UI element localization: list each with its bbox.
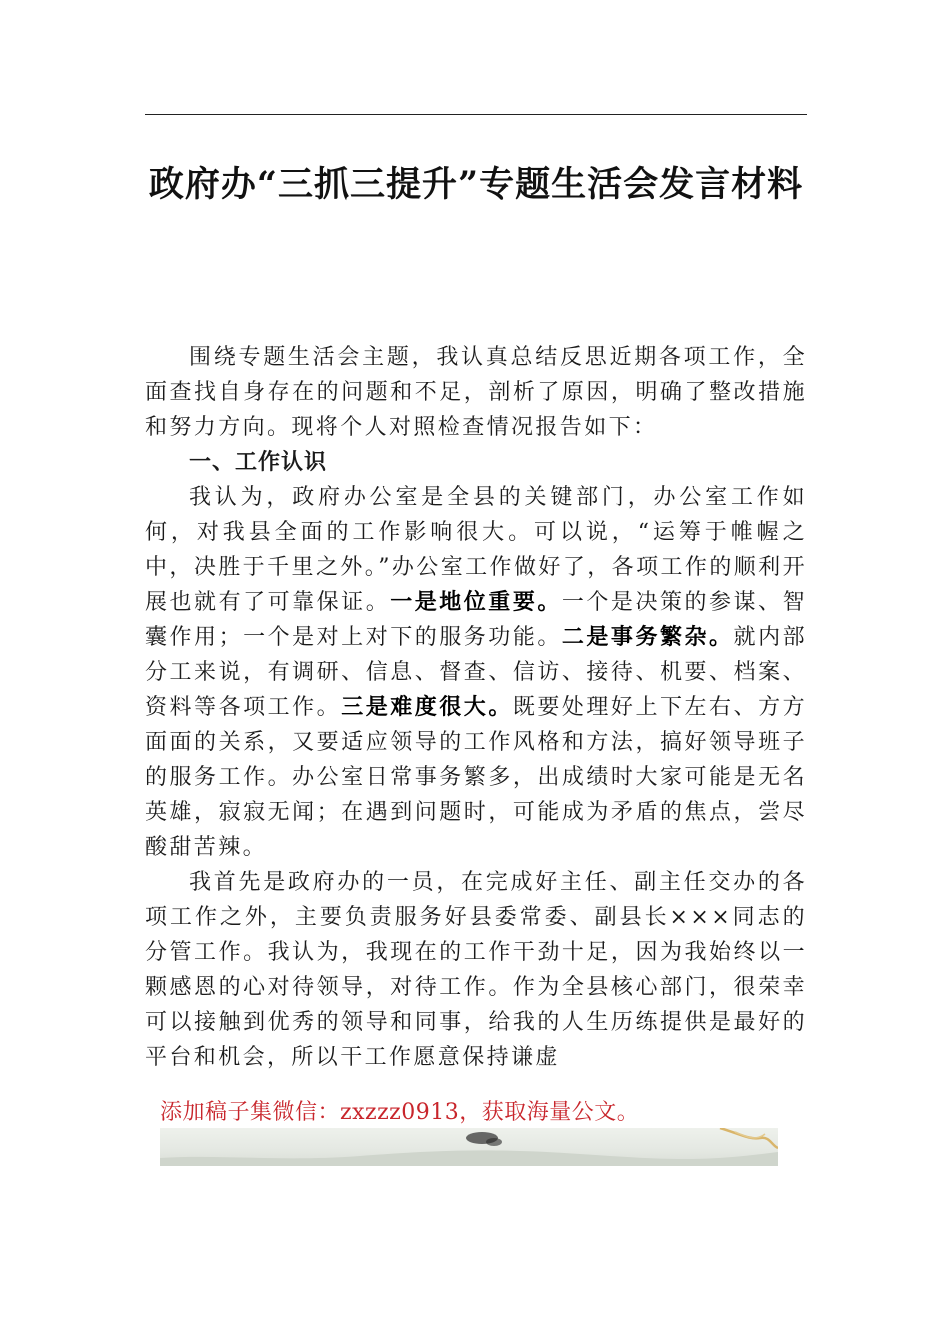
intro-paragraph: 围绕专题生活会主题，我认真总结反思近期各项工作，全面查找自身存在的问题和不足，剖析了原因，明确了整改措施和努力方向。现将个人对照检查情况报告如下： — [145, 345, 807, 440]
emphasis-point-two: 二是事务繁杂。 — [561, 624, 734, 650]
emphasis-point-one: 一是地位重要。 — [390, 589, 562, 615]
document-title: 政府办“三抓三提升”专题生活会发言材料 — [148, 164, 804, 205]
ink-landscape-decoration — [160, 1128, 778, 1166]
emphasis-point-three: 三是难度很大。 — [341, 694, 513, 720]
header-rule — [145, 114, 807, 115]
promo-text: 添加稿子集微信：zxzzz0913，获取海量公文。 — [160, 1100, 640, 1125]
paragraph-text: 既要处理好上下左右、方方面面的关系，又要适应领导的工作风格和方法，搞好领导班子的服务工作。办公室日常事务繁多，出成绩时大家可能是无名英雄，寂寂无闻；在遇到问题时，可能成为矛盾的焦点，尝尽酸甜苦辣。 — [145, 695, 807, 860]
section-heading-work-understanding: 一、工作认识 — [189, 449, 328, 475]
paragraph-text: 我认为，政府办公室是全县的关键部门，办公室工作如何，对我县全面的工作影响很大。可以说，“运筹于帷幄之中，决胜于千里之外。”办公室工作做好了，各项工作的顺利开展也就有了可靠保证。 — [145, 485, 807, 615]
footer-banner-image — [160, 1128, 778, 1166]
paragraph-text: 一个是决策的参谋、智囊作用；一个是对上对下的服务功能。 — [145, 590, 807, 650]
paragraph-personal-role: 我首先是政府办的一员，在完成好主任、副主任交办的各项工作之外，主要负责服务好县委常委、副县长×××同志的分管工作。我认为，我现在的工作干劲十足，因为我始终以一颗感恩的心对待领导，对待工作。作为全县核心部门，很荣幸可以接触到优秀的领导和同事，给我的人生历练提供是最好的平台和机会，所以干工作愿意保持谦虚 — [145, 870, 807, 1070]
document-body — [145, 340, 807, 1075]
paragraph-text: 就内部分工来说，有调研、信息、督查、信访、接待、机要、档案、资料等各项工作。 — [145, 625, 807, 720]
paragraph-office-role — [145, 480, 807, 865]
